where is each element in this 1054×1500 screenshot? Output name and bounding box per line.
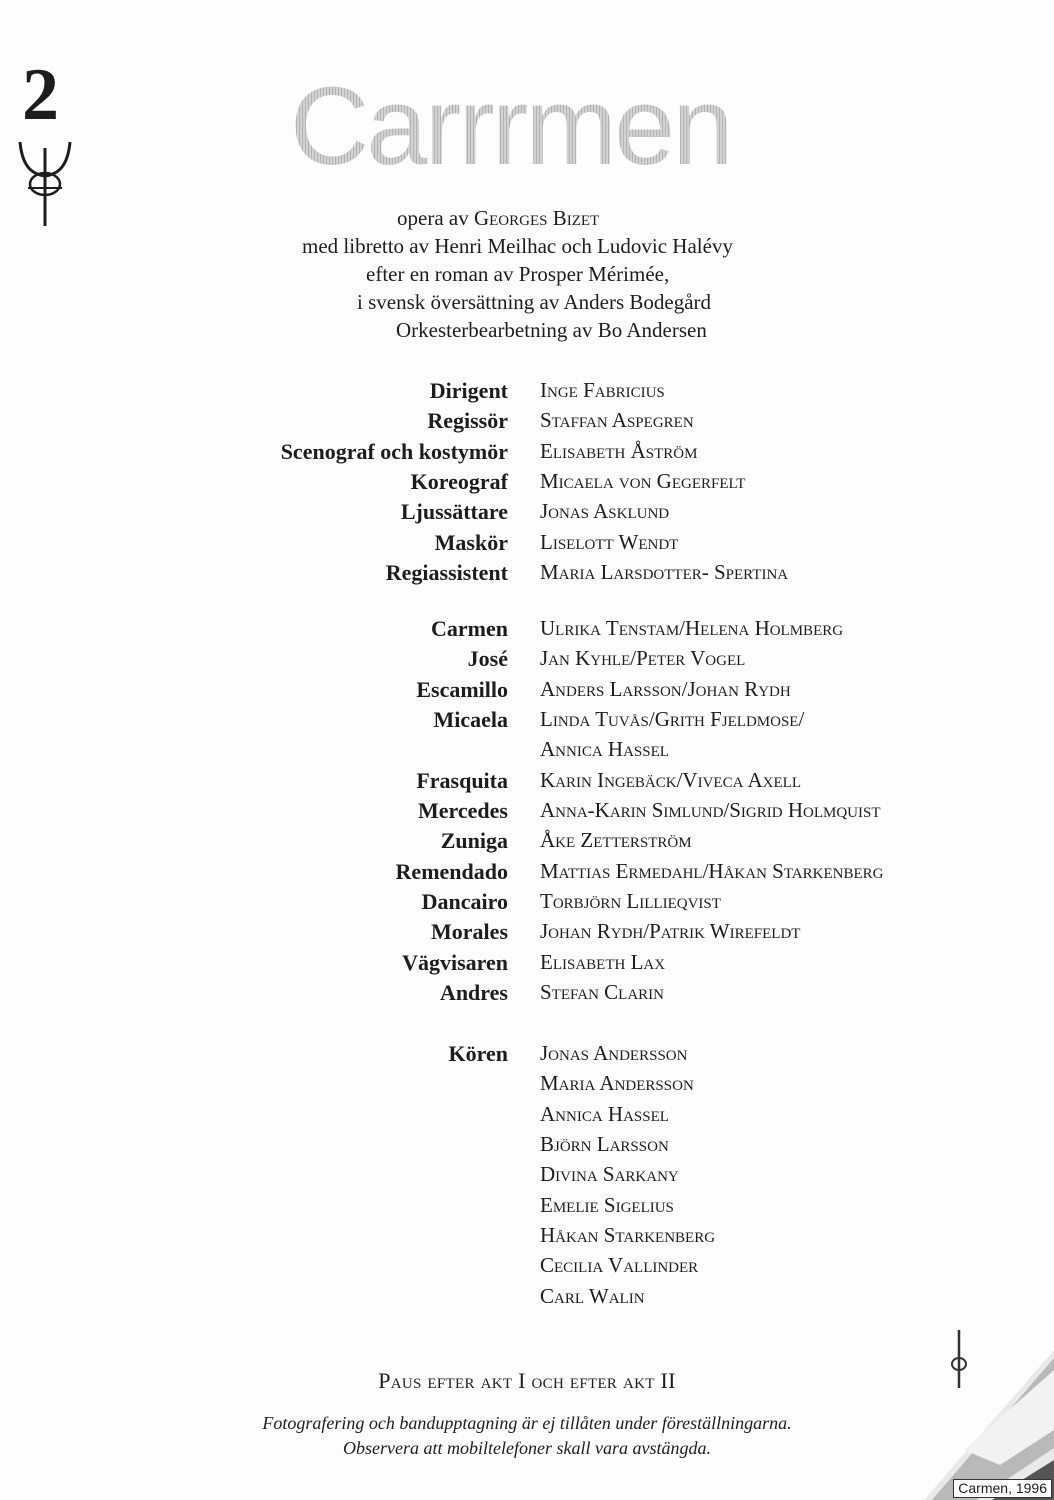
cast-row bbox=[0, 798, 1054, 828]
credits-line-novel: efter en roman av Prosper Mérimée, bbox=[366, 262, 670, 286]
crew-role: Maskör bbox=[434, 530, 508, 555]
chorus-member: Björn Larsson bbox=[540, 1132, 669, 1156]
cast-role: Carmen bbox=[431, 616, 508, 641]
credits-line-libretto: med libretto av Henri Meilhac och Ludovic Halévy bbox=[302, 234, 733, 258]
chorus-row bbox=[0, 1041, 1054, 1071]
chorus-member: Cecilia Vallinder bbox=[540, 1253, 699, 1277]
cast-row bbox=[0, 859, 1054, 889]
crew-role: Regissör bbox=[427, 408, 508, 433]
cast-name: Jan Kyhle/Peter Vogel bbox=[540, 646, 746, 670]
page-corner-curl bbox=[904, 1330, 1054, 1500]
cast-row bbox=[0, 919, 1054, 949]
chorus-member: Annica Hassel bbox=[540, 1102, 669, 1126]
production-title: Carrrmen bbox=[290, 65, 731, 188]
composer-name: Georges Bizet bbox=[473, 206, 600, 230]
chorus-row bbox=[0, 1223, 1054, 1253]
cast-row bbox=[0, 616, 1054, 646]
crew-row bbox=[0, 499, 1054, 529]
crew-role: Scenograf och kostymör bbox=[280, 439, 508, 464]
chorus-member: Håkan Starkenberg bbox=[540, 1223, 716, 1247]
cast-row bbox=[0, 980, 1054, 1010]
cast-role: Zuniga bbox=[440, 828, 508, 853]
cast-name: Mattias Ermedahl/Håkan Starkenberg bbox=[540, 859, 884, 883]
cast-name: Karin Ingebäck/Viveca Axell bbox=[540, 768, 801, 792]
chorus-row bbox=[0, 1253, 1054, 1283]
crew-row bbox=[0, 530, 1054, 560]
crew-role: Dirigent bbox=[429, 378, 508, 403]
credits-line-orchestration: Orkesterbearbetning av Bo Andersen bbox=[396, 318, 707, 342]
crew-row bbox=[0, 560, 1054, 590]
cast-name: Ulrika Tenstam/Helena Holmberg bbox=[540, 616, 844, 640]
chorus-row bbox=[0, 1071, 1054, 1101]
cast-role: Andres bbox=[439, 980, 508, 1005]
image-caption-tag: Carmen, 1996 bbox=[953, 1479, 1052, 1498]
cast-role: Vägvisaren bbox=[402, 950, 508, 975]
cast-role: José bbox=[467, 646, 508, 671]
credits-prefix: opera av bbox=[397, 206, 474, 230]
chorus-member: Divina Sarkany bbox=[540, 1162, 679, 1186]
notice-line-photography: Fotografering och bandupptagning är ej tillåten under föreställningarna. bbox=[262, 1413, 792, 1433]
cast-row bbox=[0, 950, 1054, 980]
chorus-row bbox=[0, 1284, 1054, 1314]
cast-row bbox=[0, 646, 1054, 676]
audience-notice bbox=[0, 1411, 1054, 1461]
notice-line-mobile-phones: Observera att mobiltelefoner skall vara avstängda. bbox=[343, 1438, 711, 1458]
cast-row bbox=[0, 707, 1054, 737]
cast-name: Anders Larsson/Johan Rydh bbox=[540, 677, 791, 701]
page-number: 2 bbox=[22, 54, 59, 136]
crew-name: Jonas Asklund bbox=[540, 499, 670, 523]
crew-row bbox=[0, 408, 1054, 438]
crew-role: Ljussättare bbox=[400, 499, 508, 524]
cast-name: Johan Rydh/Patrik Wirefeldt bbox=[540, 919, 801, 943]
crew-row bbox=[0, 378, 1054, 408]
tuning-fork-emblem-icon bbox=[14, 138, 76, 230]
cast-row bbox=[0, 768, 1054, 798]
cast-name: Linda Tuvås/Grith Fjeldmose/ bbox=[540, 707, 805, 731]
cast-role: Remendado bbox=[395, 859, 508, 884]
cast-role: Mercedes bbox=[418, 798, 508, 823]
crew-name: Staffan Aspegren bbox=[540, 408, 694, 432]
chorus-row bbox=[0, 1162, 1054, 1192]
crew-name: Micaela von Gegerfelt bbox=[540, 469, 746, 493]
cast-name: Stefan Clarin bbox=[540, 980, 664, 1004]
chorus-member: Jonas Andersson bbox=[540, 1041, 688, 1065]
chorus-row bbox=[0, 1132, 1054, 1162]
crew-name: Elisabeth Åström bbox=[540, 439, 698, 463]
cast-name: Anna-Karin Simlund/Sigrid Holmquist bbox=[540, 798, 881, 822]
cast-role: Micaela bbox=[433, 707, 508, 732]
crew-role: Regiassistent bbox=[385, 560, 508, 585]
cast-name: Torbjörn Lillieqvist bbox=[540, 889, 721, 913]
crew-name: Liselott Wendt bbox=[540, 530, 679, 554]
cast-name: Elisabeth Lax bbox=[540, 950, 666, 974]
chorus-member: Emelie Sigelius bbox=[540, 1193, 674, 1217]
cast-role: Dancairo bbox=[421, 889, 508, 914]
chorus-row bbox=[0, 1102, 1054, 1132]
chorus-role: Kören bbox=[448, 1041, 508, 1066]
intermission-note: Paus efter akt I och efter akt II bbox=[378, 1368, 676, 1393]
credits-line-translation: i svensk översättning av Anders Bodegård bbox=[357, 290, 712, 314]
cast-row bbox=[0, 677, 1054, 707]
cast-name: Åke Zetterström bbox=[540, 828, 692, 852]
cast-row bbox=[0, 889, 1054, 919]
crew-name: Maria Larsdotter- Spertina bbox=[540, 560, 789, 584]
cast-role: Escamillo bbox=[416, 677, 508, 702]
crew-name: Inge Fabricius bbox=[540, 378, 665, 402]
chorus-row bbox=[0, 1193, 1054, 1223]
cast-row bbox=[0, 737, 1054, 767]
cast-role: Frasquita bbox=[416, 768, 508, 793]
crew-row bbox=[0, 439, 1054, 469]
cast-name: Annica Hassel bbox=[540, 737, 669, 761]
credits-line-composer bbox=[397, 204, 599, 232]
chorus-member: Carl Walin bbox=[540, 1284, 645, 1308]
cast-role: Morales bbox=[431, 919, 508, 944]
crew-role: Koreograf bbox=[410, 469, 508, 494]
cast-row bbox=[0, 828, 1054, 858]
crew-row bbox=[0, 469, 1054, 499]
chorus-member: Maria Andersson bbox=[540, 1071, 694, 1095]
